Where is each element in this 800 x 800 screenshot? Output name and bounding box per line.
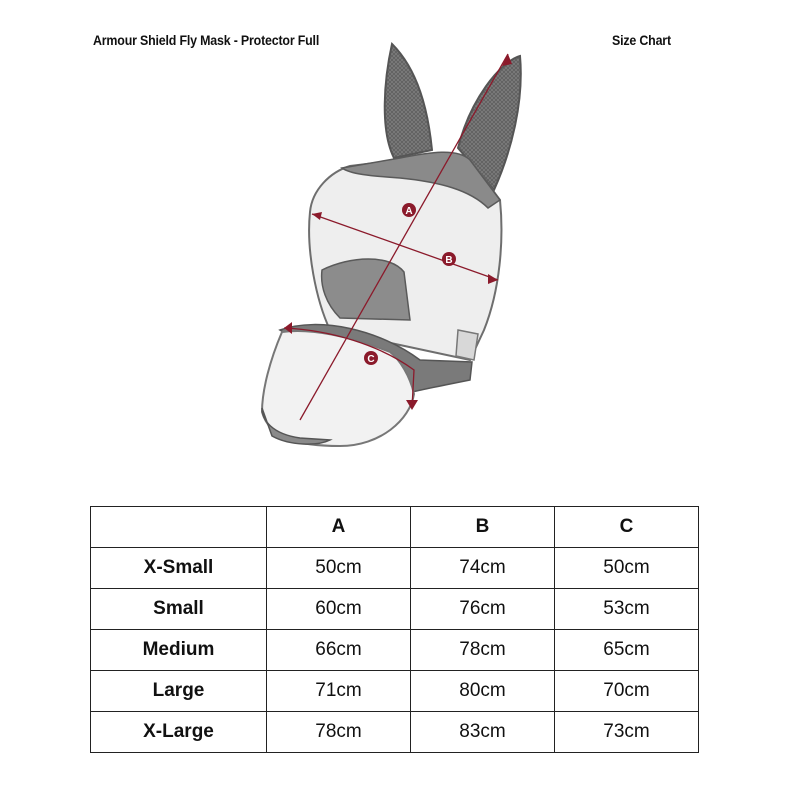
value-cell-a: 60cm (267, 589, 411, 630)
side-strap (456, 330, 478, 360)
header-cell-a: A (267, 507, 411, 548)
value-cell-c: 73cm (555, 712, 699, 753)
size-name-cell: X-Small (91, 548, 267, 589)
table-header-row (91, 507, 699, 548)
value-cell-b: 83cm (411, 712, 555, 753)
marker-a-label: A (405, 206, 413, 217)
value-cell-a: 71cm (267, 671, 411, 712)
header-cell-empty (91, 507, 267, 548)
table-row (91, 630, 699, 671)
value-cell-c: 53cm (555, 589, 699, 630)
marker-c (364, 351, 378, 365)
marker-c-label: C (367, 354, 375, 365)
value-cell-a: 78cm (267, 712, 411, 753)
product-title: Armour Shield Fly Mask - Protector Full (93, 33, 320, 48)
value-cell-b: 78cm (411, 630, 555, 671)
value-cell-b: 76cm (411, 589, 555, 630)
table-row (91, 712, 699, 753)
size-table (90, 506, 699, 753)
table-row (91, 548, 699, 589)
size-name-cell: Medium (91, 630, 267, 671)
value-cell-b: 74cm (411, 548, 555, 589)
table-row (91, 589, 699, 630)
size-name-cell: X-Large (91, 712, 267, 753)
cheek-panel (322, 259, 410, 320)
left-ear (385, 44, 432, 158)
marker-b-label: B (445, 255, 453, 266)
marker-a (402, 203, 416, 217)
value-cell-c: 50cm (555, 548, 699, 589)
size-name-cell: Large (91, 671, 267, 712)
value-cell-a: 66cm (267, 630, 411, 671)
table-row (91, 671, 699, 712)
value-cell-c: 70cm (555, 671, 699, 712)
value-cell-c: 65cm (555, 630, 699, 671)
value-cell-b: 80cm (411, 671, 555, 712)
marker-b (442, 252, 456, 266)
header-cell-c: C (555, 507, 699, 548)
header-cell-b: B (411, 507, 555, 548)
size-chart-label: Size Chart (612, 33, 671, 48)
size-name-cell: Small (91, 589, 267, 630)
value-cell-a: 50cm (267, 548, 411, 589)
